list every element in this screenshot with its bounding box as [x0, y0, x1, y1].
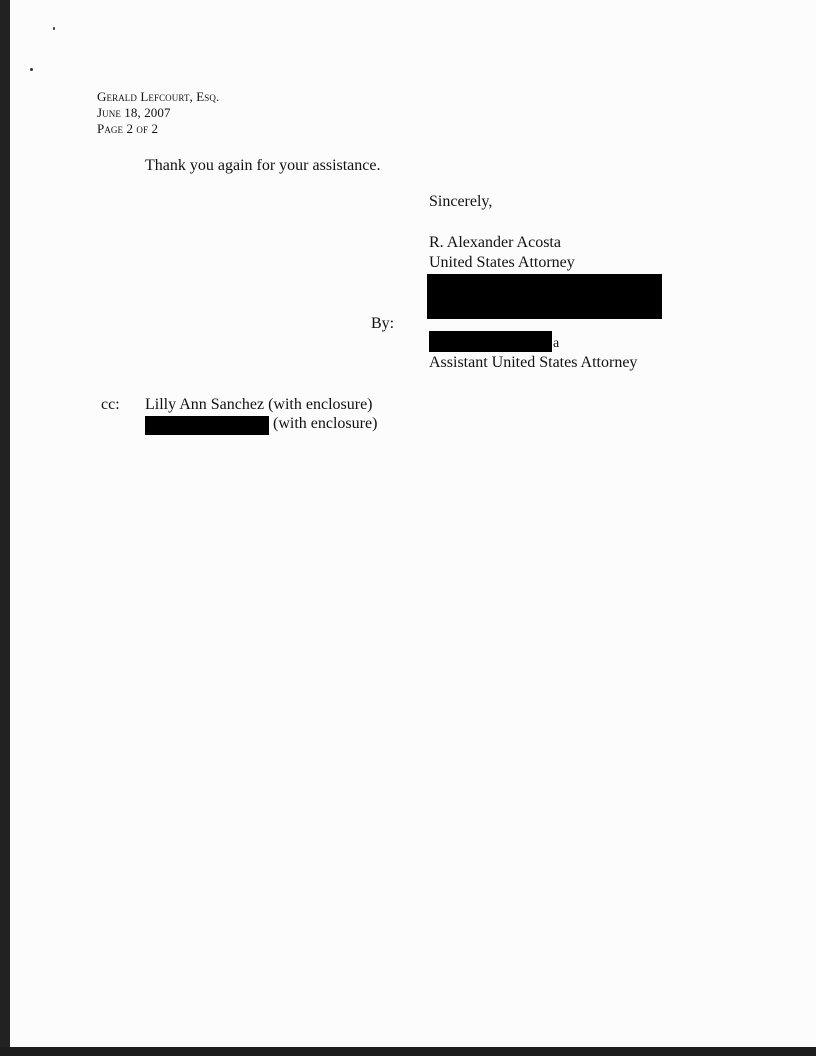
date-line: June 18, 2007 — [97, 105, 171, 120]
scan-speck — [53, 27, 55, 30]
cc-recipient-2-suffix: (with enclosure) — [273, 415, 378, 432]
redaction-signature — [427, 274, 662, 319]
redaction-signer-name — [429, 331, 552, 352]
scan-speck — [30, 68, 33, 71]
cc-label: cc: — [101, 396, 120, 413]
signatory-name: R. Alexander Acosta — [429, 234, 561, 251]
body-paragraph: Thank you again for your assistance. — [145, 157, 381, 174]
scan-border-bottom — [0, 1047, 816, 1056]
page-number-line: Page 2 of 2 — [97, 121, 159, 136]
cc-recipient-1: Lilly Ann Sanchez (with enclosure) — [145, 396, 373, 413]
recipient-line: Gerald Lefcourt, Esq. — [97, 89, 220, 104]
signer-name-trailing-char: a — [553, 336, 560, 351]
closing: Sincerely, — [429, 193, 493, 210]
signer-title: Assistant United States Attorney — [429, 354, 638, 371]
scan-border-left — [0, 0, 10, 1056]
by-label: By: — [371, 315, 395, 332]
signatory-title: United States Attorney — [429, 254, 575, 271]
redaction-cc-recipient-2 — [145, 416, 269, 435]
letter-header — [97, 89, 219, 137]
